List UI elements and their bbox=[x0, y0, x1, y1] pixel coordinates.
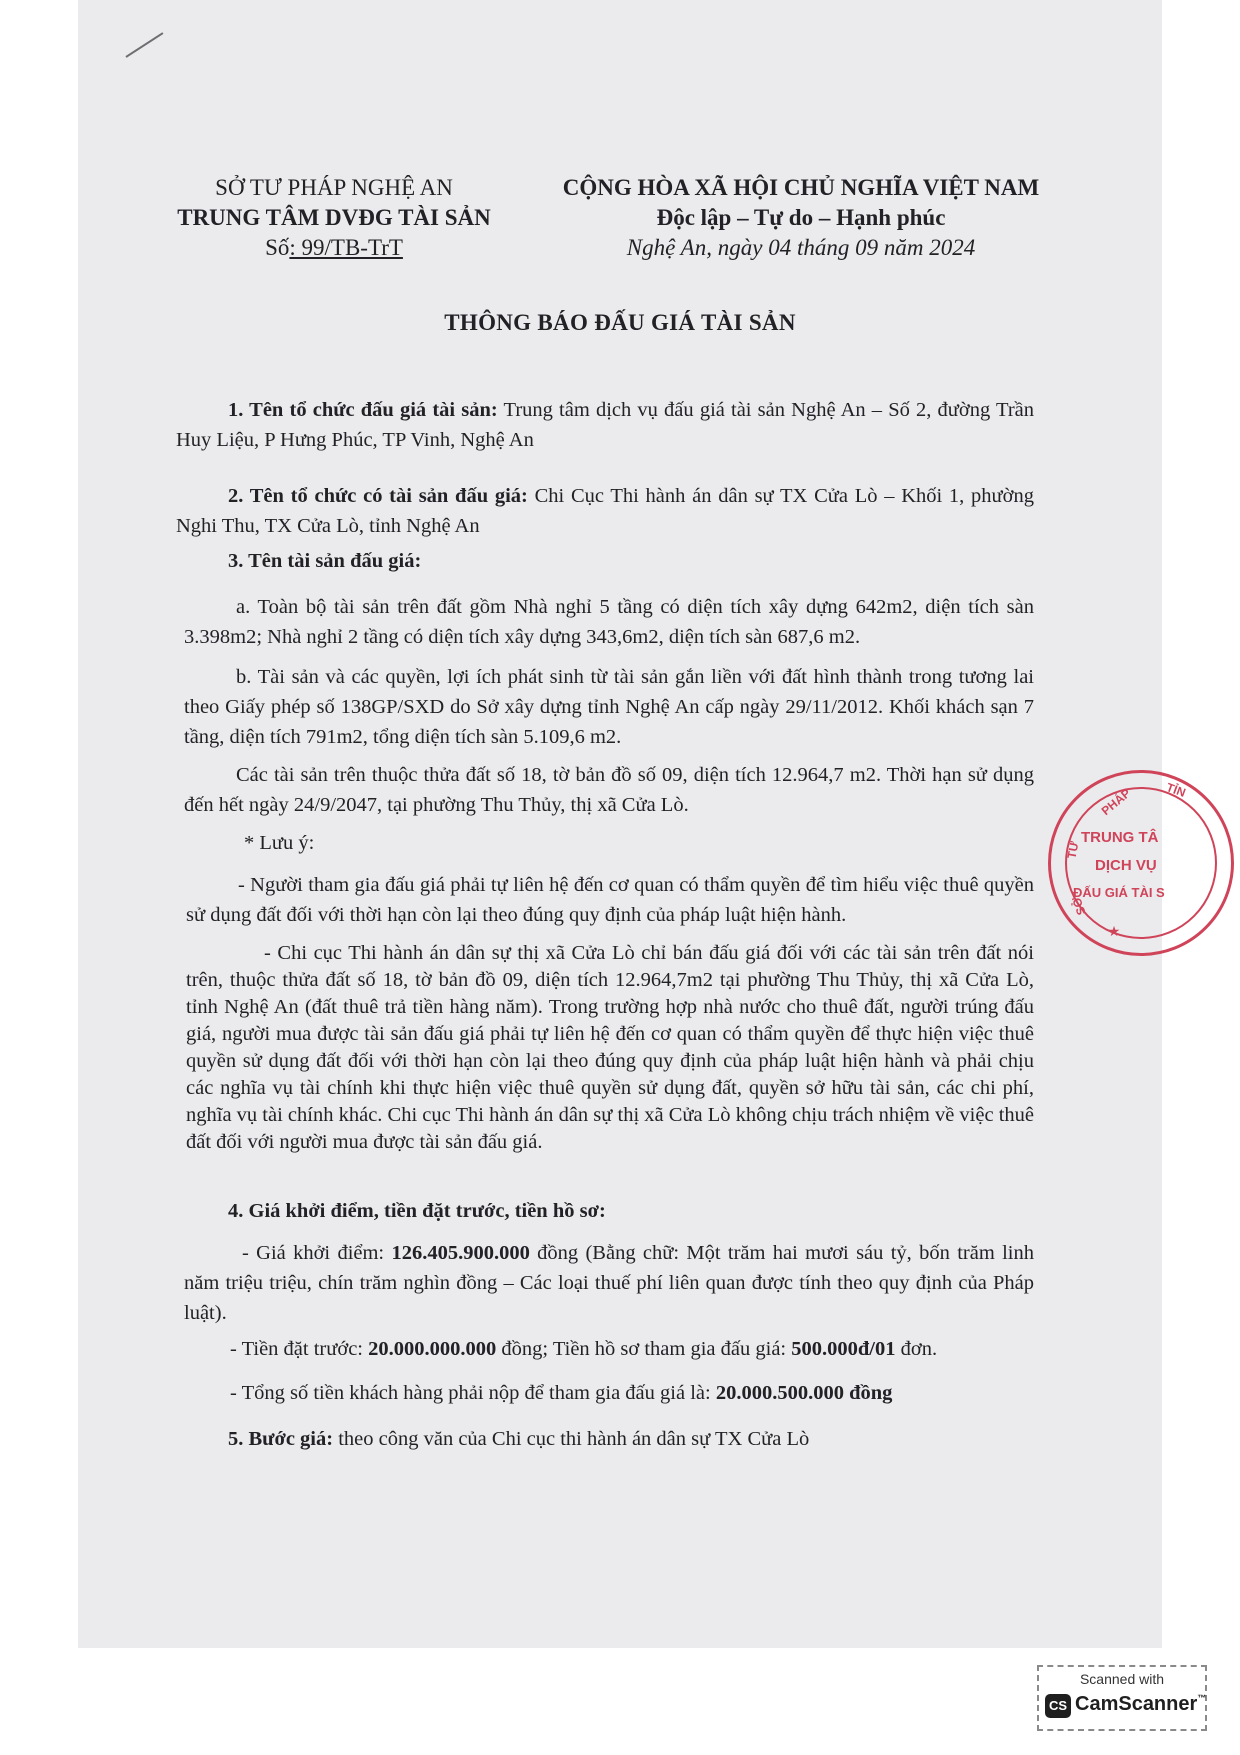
section-2 bbox=[176, 481, 1034, 541]
starting-price-prefix: - Giá khởi điểm: bbox=[242, 1242, 392, 1264]
section-3-label: 3. Tên tài sản đấu giá: bbox=[228, 550, 422, 572]
camscanner-name-text: CamScanner bbox=[1075, 1693, 1198, 1715]
section-3-item-b: b. Tài sản và các quyền, lợi ích phát sinh từ tài sản gắn liền với đất hình thành trong tương lai theo Giấy phép số 138GP/SXD do Sở xây dựng tỉnh Nghệ An cấp ngày 29/11/2012. Khối khách sạn 7 tầng, diện tích 791m2, tổng diện tích sàn 5.109,6 m2. bbox=[184, 666, 1034, 748]
header-left bbox=[174, 173, 494, 263]
document-number-prefix: Số bbox=[265, 235, 290, 260]
deposit-value: 20.000.000.000 bbox=[368, 1338, 497, 1360]
note-2: - Chi cục Thi hành án dân sự thị xã Cửa Lò chỉ bán đấu giá đối với các tài sản trên đất nói trên, thuộc thửa đất số 18, tờ bản đồ 09, diện tích 12.964,7m2 tại phường Thu Thủy, thị xã Cửa Lò, tỉnh Nghệ An (đất thuê trả tiền hàng năm). Trong trường hợp nhà nước cho thuê đất, người trúng đấu giá, người mua được tài sản đấu giá phải tự liên hệ đến cơ quan có thẩm quyền để thực hiện việc thuê quyền sử dụng đất đối với thời hạn còn lại theo đúng quy định của pháp luật hiện hành và phải chịu các nghĩa vụ tài chính khi thực hiện việc thuê quyền sử dụng đất, quyền sở hữu tài sản, các chi phí, nghĩa vụ tài chính khác. Chi cục Thi hành án dân sự thị xã Cửa Lò không chịu trách nhiệm về việc thuê đất đối với người mua được tài sản đấu giá. bbox=[186, 942, 1034, 1153]
total-prefix: - Tổng số tiền khách hàng phải nộp để tham gia đấu giá là: bbox=[230, 1382, 716, 1404]
fee-suffix: đơn. bbox=[895, 1338, 938, 1360]
note-label: * Lưu ý: bbox=[244, 832, 315, 854]
seal-arc-left: PHÁP bbox=[1098, 785, 1134, 819]
header-left-agency: SỞ TƯ PHÁP NGHỆ AN bbox=[215, 175, 453, 200]
national-title: CỘNG HÒA XÃ HỘI CHỦ NGHĨA VIỆT NAM bbox=[562, 175, 1040, 200]
fee-value: 500.000đ/01 bbox=[791, 1338, 896, 1360]
header-right bbox=[536, 173, 1066, 263]
section-2-label: 2. Tên tổ chức có tài sản đấu giá: bbox=[228, 485, 528, 507]
seal-side-top: TƯ bbox=[1064, 840, 1082, 860]
camscanner-badge bbox=[1037, 1665, 1207, 1731]
seal-arc-right: TỈN bbox=[1164, 780, 1188, 800]
pen-mark bbox=[125, 32, 163, 58]
section-3-land-info: Các tài sản trên thuộc thửa đất số 18, tờ bản đồ số 09, diện tích 12.964,7 m2. Thời hạn sử dụng đến hết ngày 24/9/2047, tại phường Thu Thủy, thị xã Cửa Lò. bbox=[184, 764, 1034, 816]
section-2-text: Chi Cục Thi hành án dân sự TX Cửa Lò – Khối 1, phường Nghi Thu, TX Cửa Lò, tỉnh Nghệ An bbox=[176, 485, 1034, 537]
starting-price-suffix: đồng (Bằng chữ: Một trăm hai mươi sáu tỷ, bốn trăm linh năm triệu triệu, chín trăm nghìn đồng – Các loại thuế phí liên quan được tính theo quy định của Pháp luật). bbox=[184, 1242, 1034, 1324]
document-number bbox=[174, 233, 494, 263]
seal-line-1: TRUNG TÂ bbox=[1081, 829, 1159, 846]
camscanner-trademark: ™ bbox=[1197, 1693, 1207, 1703]
document-title: THÔNG BÁO ĐẤU GIÁ TÀI SẢN bbox=[444, 310, 796, 335]
document-date: Nghệ An, ngày 04 tháng 09 năm 2024 bbox=[626, 235, 976, 260]
national-motto: Độc lập – Tự do – Hạnh phúc bbox=[656, 205, 946, 230]
total-value: 20.000.500.000 đồng bbox=[715, 1382, 893, 1404]
camscanner-logo-icon: CS bbox=[1045, 1694, 1071, 1718]
section-1-text: Trung tâm dịch vụ đấu giá tài sản Nghệ An – Số 2, đường Trần Huy Liệu, P Hưng Phúc, TP Vinh, Nghệ An bbox=[176, 399, 1034, 451]
note-1: - Người tham gia đấu giá phải tự liên hệ đến cơ quan có thẩm quyền để tìm hiểu việc thuê quyền sử dụng đất đối với thời hạn còn lại theo đúng quy định của pháp luật hiện hành. bbox=[186, 874, 1034, 926]
document-page bbox=[78, 0, 1162, 1648]
section-5 bbox=[228, 1428, 809, 1451]
section-5-text: theo công văn của Chi cục thi hành án dân sự TX Cửa Lò bbox=[333, 1428, 810, 1450]
total-line bbox=[230, 1382, 892, 1405]
seal-line-3: ĐẤU GIÁ TÀI S bbox=[1073, 885, 1165, 900]
document-number-value: : 99/TB-TrT bbox=[289, 235, 403, 260]
section-1 bbox=[176, 395, 1034, 455]
section-1-label: 1. Tên tổ chức đấu giá tài sản: bbox=[228, 399, 498, 421]
deposit-prefix: - Tiền đặt trước: bbox=[230, 1338, 369, 1360]
deposit-mid: đồng; Tiền hồ sơ tham gia đấu giá: bbox=[496, 1338, 792, 1360]
header-left-center: TRUNG TÂM DVĐG TÀI SẢN bbox=[177, 205, 491, 230]
section-5-label: 5. Bước giá: bbox=[228, 1428, 334, 1450]
camscanner-name bbox=[1075, 1693, 1206, 1716]
starting-price bbox=[184, 1238, 1034, 1328]
deposit-line bbox=[230, 1338, 937, 1361]
camscanner-caption: Scanned with bbox=[1079, 1671, 1165, 1687]
seal-star-icon: ★ bbox=[1107, 923, 1121, 939]
seal-line-2: DỊCH VỤ bbox=[1095, 857, 1157, 874]
starting-price-value: 126.405.900.000 bbox=[391, 1242, 530, 1264]
official-seal bbox=[1048, 770, 1234, 956]
seal-side-bottom: SỞ bbox=[1069, 895, 1089, 917]
section-3-item-a: a. Toàn bộ tài sản trên đất gồm Nhà nghỉ 5 tầng có diện tích xây dựng 642m2, diện tích sàn 3.398m2; Nhà nghỉ 2 tầng có diện tích xây dựng 343,6m2, diện tích sàn 687,6 m2. bbox=[184, 596, 1034, 648]
section-4-label: 4. Giá khởi điểm, tiền đặt trước, tiền hồ sơ: bbox=[228, 1200, 606, 1222]
